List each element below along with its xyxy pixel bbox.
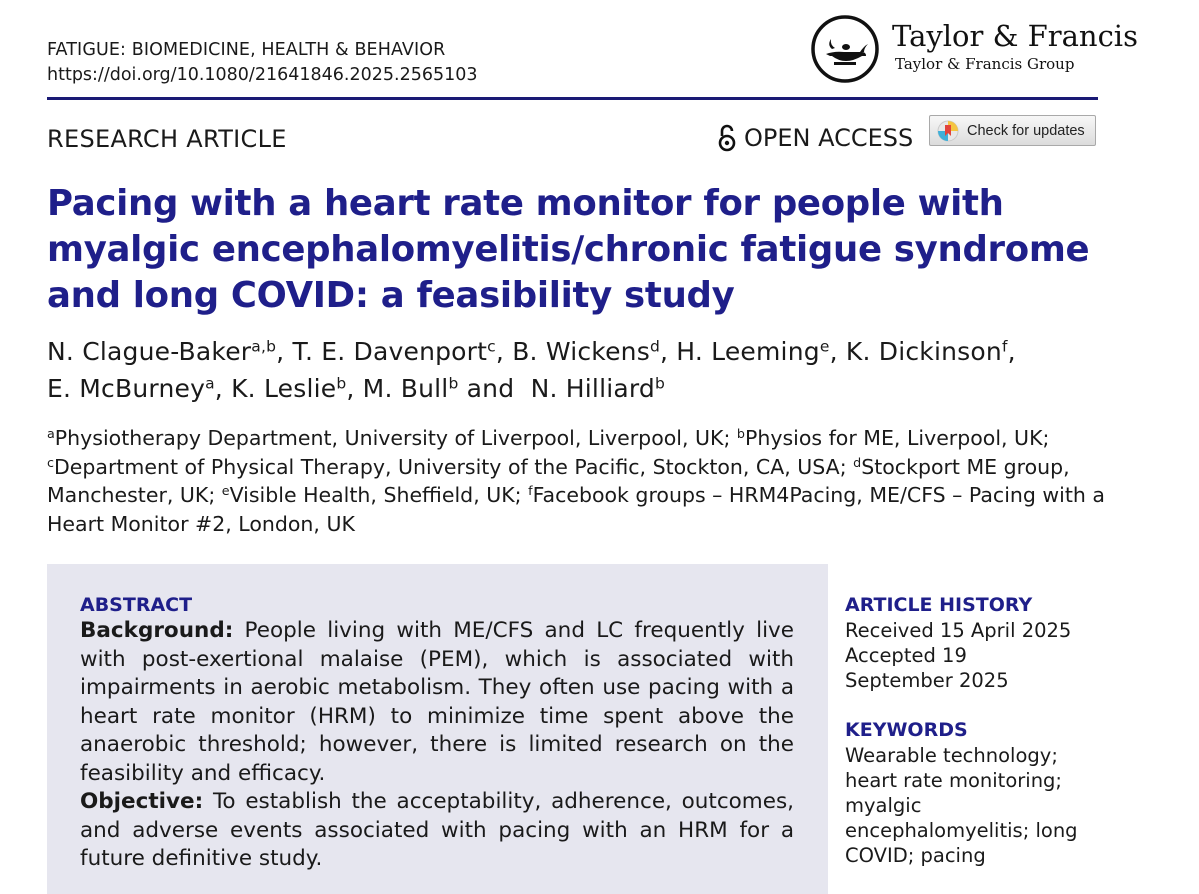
received-date: Received 15 April 2025 — [845, 619, 1072, 642]
affiliation: $^b$Physios for ME, Liverpool, UK; — [736, 426, 1050, 450]
open-access-text: OPEN ACCESS — [744, 124, 914, 152]
article-history-heading: ARTICLE HISTORY — [845, 594, 1033, 616]
keywords-text: Wearable technology; heart rate monitoring; myalgic encephalomyelitis; long COVID; pacing — [845, 744, 1078, 867]
author: E. McBurney$^a$, — [47, 374, 232, 403]
affiliation: $^f$Facebook groups – HRM4Pacing, ME/CFS – Pacing with a Heart Monitor #2, London, UK — [47, 483, 1105, 536]
doi-link[interactable]: https://doi.org/10.1080/21641846.2025.2565103 — [47, 65, 478, 85]
crossmark-icon — [937, 120, 959, 142]
affiliation: $^d$Stockport ME group, Manchester, UK; — [47, 454, 1070, 507]
author: K. Dickinson$^f$, — [845, 337, 1016, 366]
header-rule — [47, 97, 1098, 100]
publisher-name: Taylor & Francis — [892, 19, 1138, 53]
open-access-label — [718, 124, 913, 152]
affiliation-list — [47, 424, 1107, 538]
background-label: Background: — [80, 618, 234, 643]
taylor-francis-lamp-logo — [810, 14, 880, 84]
article-type: RESEARCH ARTICLE — [47, 125, 287, 153]
author: B. Wickens$^d$, — [512, 337, 677, 366]
article-history-dates — [845, 618, 1105, 693]
publisher-group: Taylor & Francis Group — [895, 55, 1075, 73]
objective-label: Objective: — [80, 789, 204, 814]
author: K. Leslie$^b$, — [231, 374, 363, 403]
accepted-date: Accepted 19 September 2025 — [845, 644, 1009, 692]
keywords-heading: KEYWORDS — [845, 719, 968, 741]
abstract-text — [80, 617, 794, 874]
author: H. Leeming$^e$, — [676, 337, 846, 366]
author: T. E. Davenport$^c$, — [292, 337, 513, 366]
article-title: Pacing with a heart rate monitor for people with myalgic encephalomyelitis/chronic fatigue syndrome and long COVID: a feasibility study — [47, 183, 1090, 316]
open-lock-icon — [718, 124, 736, 152]
journal-name: FATIGUE: BIOMEDICINE, HEALTH & BEHAVIOR — [47, 40, 446, 60]
background-text: People living with ME/CFS and LC frequently live with post-exertional malaise (PEM), which is associated with impairments in aerobic metabolism. They often use pacing with a heart rate monitor (HRM) to minimize time spent above the anaerobic threshold; however, there is limited research on the feasibility and efficacy. — [80, 618, 794, 786]
check-for-updates-label: Check for updates — [967, 122, 1085, 139]
abstract-heading: ABSTRACT — [80, 594, 193, 616]
affiliation: $^c$Department of Physical Therapy, University of the Pacific, Stockton, CA, USA; — [47, 454, 854, 479]
author: N. Clague-Baker$^{a,b}$, — [47, 337, 293, 366]
objective-text: To establish the acceptability, adherence, outcomes, and adverse events associated with pacing with an HRM for a future definitive study. — [80, 789, 794, 871]
author-list — [47, 333, 1147, 407]
affiliation: $^a$Physiotherapy Department, University of Liverpool, Liverpool, UK; — [47, 426, 737, 450]
author: M. Bull$^b$ and — [362, 374, 523, 403]
check-for-updates-button[interactable] — [929, 115, 1096, 146]
author: N. Hilliard$^b$ — [530, 374, 666, 403]
affiliation: $^e$Visible Health, Sheffield, UK; — [221, 483, 529, 507]
